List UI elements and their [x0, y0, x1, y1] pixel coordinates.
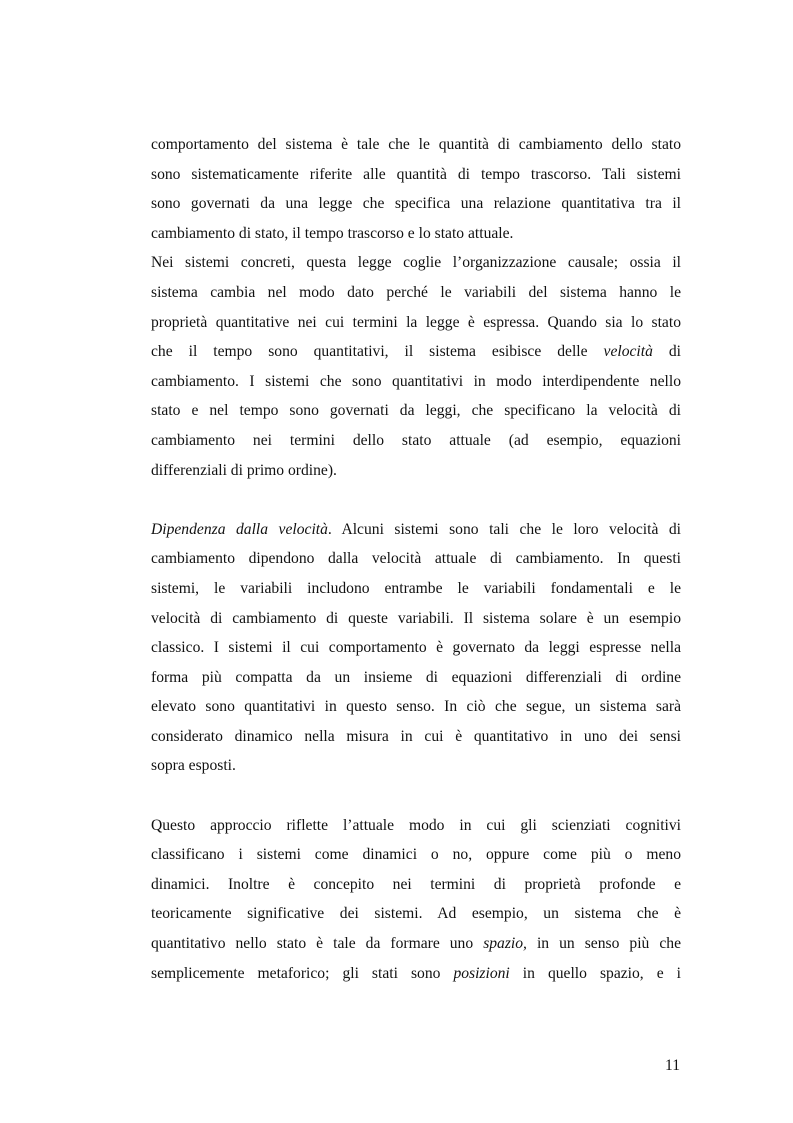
text-segment: sono governati da una legge che specifica una relazione quantitativa tra il	[151, 195, 681, 213]
text-segment: differenziali di primo ordine).	[151, 461, 337, 479]
text-line	[151, 722, 681, 752]
text-line	[151, 692, 681, 722]
italic-text: posizioni	[453, 964, 510, 982]
text-segment: classico. I sistemi il cui comportamento è governato da leggi espresse nella	[151, 639, 681, 657]
text-line	[151, 248, 681, 278]
text-line	[151, 308, 681, 338]
paragraph	[151, 811, 681, 989]
paragraph	[151, 130, 681, 248]
text-line	[151, 870, 681, 900]
text-line	[151, 189, 681, 219]
text-line	[151, 604, 681, 634]
text-line	[151, 574, 681, 604]
text-segment: cambiamento nei termini dello stato attuale (ad esempio, equazioni	[151, 431, 681, 449]
text-line	[151, 959, 681, 989]
text-line	[151, 663, 681, 693]
text-segment: . Alcuni sistemi sono tali che le loro velocità di	[327, 520, 682, 538]
text-line	[151, 929, 681, 959]
text-line	[151, 456, 681, 486]
text-line	[151, 130, 681, 160]
text-segment: in quello spazio, e i	[509, 964, 681, 982]
text-segment: quantitativo nello stato è tale da formare uno	[151, 935, 484, 953]
text-segment: elevato sono quantitativi in questo senso. In ciò che segue, un sistema sarà	[151, 698, 681, 716]
italic-text: Dipendenza dalla velocità	[151, 520, 328, 538]
text-line	[151, 278, 681, 308]
text-line	[151, 219, 681, 249]
text-segment: semplicemente metaforico; gli stati sono	[151, 964, 454, 982]
text-line	[151, 811, 681, 841]
text-line	[151, 544, 681, 574]
page-number: 11	[664, 1057, 680, 1074]
text-segment: che il tempo sono quantitativi, il sistema esibisce delle	[151, 343, 604, 361]
paragraph-gap	[151, 485, 681, 515]
text-segment: sistema cambia nel modo dato perché le variabili del sistema hanno le	[151, 283, 681, 301]
text-segment: in un senso più che	[526, 935, 681, 953]
text-segment: di	[652, 343, 681, 361]
text-segment: velocità di cambiamento di queste variabili. Il sistema solare è un esempio	[151, 609, 681, 627]
text-line	[151, 840, 681, 870]
text-segment: forma più compatta da un insieme di equazioni differenziali di ordine	[151, 668, 681, 686]
text-segment: comportamento del sistema è tale che le quantità di cambiamento dello stato	[151, 136, 681, 153]
text-segment: teoricamente significative dei sistemi. Ad esempio, un sistema che è	[151, 905, 681, 923]
paragraph	[151, 515, 681, 781]
text-line	[151, 515, 681, 545]
text-segment: proprietà quantitative nei cui termini la legge è espressa. Quando sia lo stato	[151, 313, 681, 331]
italic-text: velocità	[603, 343, 653, 361]
text-segment: classificano i sistemi come dinamici o no, oppure come più o meno	[151, 846, 681, 864]
text-segment: stato e nel tempo sono governati da leggi, che specificano la velocità di	[151, 402, 681, 420]
paragraph	[151, 248, 681, 485]
text-segment: sopra esposti.	[151, 757, 236, 775]
italic-text: spazio,	[483, 935, 527, 953]
text-line	[151, 899, 681, 929]
text-segment: cambiamento di stato, il tempo trascorso e lo stato attuale.	[151, 224, 514, 242]
text-line	[151, 337, 681, 367]
paragraph-gap	[151, 781, 681, 811]
text-line	[151, 367, 681, 397]
text-segment: cambiamento dipendono dalla velocità attuale di cambiamento. In questi	[151, 550, 681, 568]
text-line	[151, 160, 681, 190]
text-segment: cambiamento. I sistemi che sono quantitativi in modo interdipendente nello	[151, 372, 681, 390]
text-segment: Nei sistemi concreti, questa legge coglie l’organizzazione causale; ossia il	[151, 254, 681, 272]
text-line	[151, 396, 681, 426]
text-line	[151, 751, 681, 781]
text-segment: dinamici. Inoltre è concepito nei termini di proprietà profonde e	[151, 875, 681, 893]
text-segment: sono sistematicamente riferite alle quantità di tempo trascorso. Tali sistemi	[151, 165, 681, 183]
text-segment: considerato dinamico nella misura in cui è quantitativo in uno dei sensi	[151, 727, 681, 745]
text-segment: Questo approccio riflette l’attuale modo in cui gli scienziati cognitivi	[151, 816, 681, 834]
page-body	[151, 130, 681, 988]
text-line	[151, 633, 681, 663]
text-line	[151, 426, 681, 456]
text-segment: sistemi, le variabili includono entrambe le variabili fondamentali e le	[151, 579, 681, 597]
